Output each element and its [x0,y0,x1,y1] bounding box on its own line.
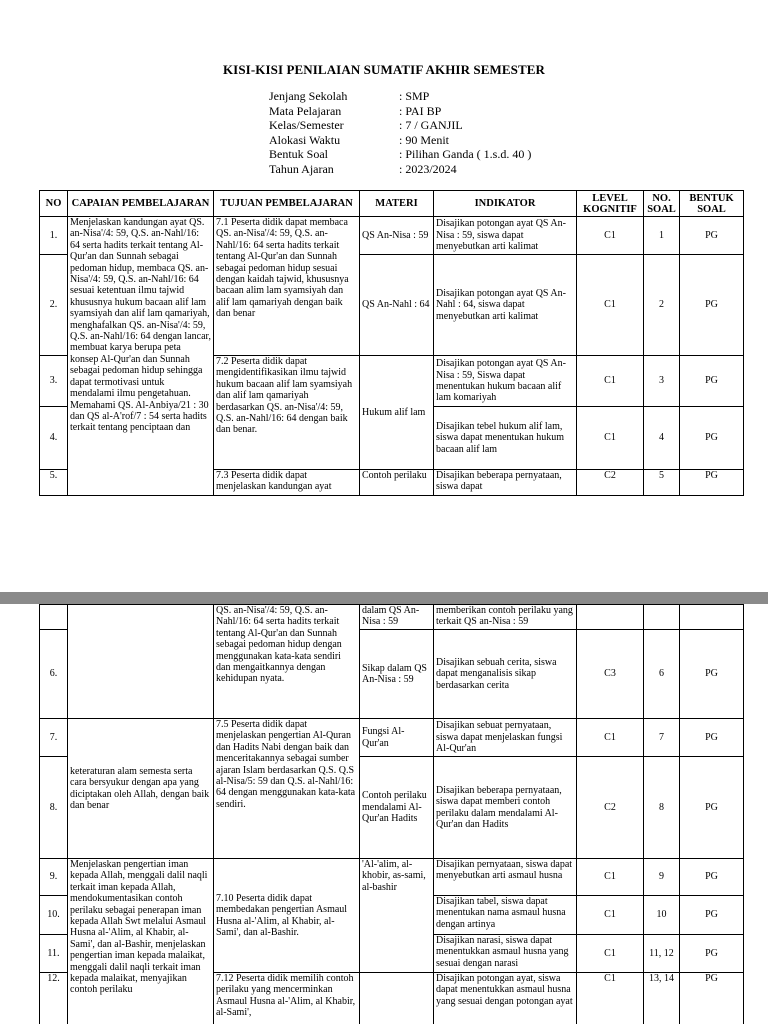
cell-bentuk: PG [680,407,744,470]
info-label: Kelas/Semester [269,118,344,133]
cell-no: 5. [40,470,68,496]
info-value: : 90 Menit [399,132,449,147]
cell-no: 12. [40,973,68,1024]
cell-no: 1. [40,217,68,255]
table-row [40,859,744,896]
tujuan-text: 7.10 Peserta didik dapat membedakan pengertian Asmaul Husna al-'Alim, al Khabir, al-Sami', dan al-Bashir. [216,892,348,938]
info-row [269,162,531,177]
info-row [269,104,531,119]
cell-no-soal: 13, 14 [644,973,680,1024]
cell-materi: Contoh perilaku [360,470,434,496]
cell-indikator: Disajikan beberapa pernyataan, siswa dapat memberi contoh perilaku dalam mendalami Al-Qur'an dan Hadits [434,757,577,859]
tujuan-text: 7.2 Peserta didik dapat mengidentifikasikan ilmu tajwid hukum bacaan alif lam syamsiyah dan alif lam qamariyah berdasarkan QS. an-Nisa'/4: 59, Q.S. an-Nahl/16: 64 dengan baik dan benar. [216,356,353,436]
cell-materi: Fungsi Al-Qur'an [360,719,434,757]
table-row [40,217,744,255]
cell-no: 9. [40,859,68,896]
cell-bentuk: PG [680,757,744,859]
page-title: KISI-KISI PENILAIAN SUMATIF AKHIR SEMESTER [222,62,546,77]
cell-capaian [68,859,214,1024]
cell-no: 6. [40,630,68,719]
cell-indikator: Disajikan pernyataan, siswa dapat menyebutkan arti asmaul husna [434,859,577,896]
cell-level: C1 [577,859,644,896]
cell-level: C2 [577,470,644,496]
info-label: Tahun Ajaran [269,161,334,176]
document-page-2 [0,604,768,1024]
cell-bentuk: PG [680,630,744,719]
cell-level: C1 [577,356,644,407]
info-label: Bentuk Soal [269,147,328,162]
cell-level: C1 [577,407,644,470]
table-header-row [40,191,744,217]
header-materi: MATERI [360,191,434,217]
kisi-kisi-table-continued [39,604,744,1024]
cell-no-soal: 9 [644,859,680,896]
cell-indikator: Disajikan potongan ayat, siswa dapat menentukkan asmaul husna yang sesuai dengan potongan ayat [434,973,577,1024]
info-value: : Pilihan Ganda ( 1.s.d. 40 ) [399,147,532,162]
cell-materi: QS An-Nisa : 59 [360,217,434,255]
cell-no: 7. [40,719,68,757]
tujuan-text: 7.3 Peserta didik dapat menjelaskan kandungan ayat [216,470,332,493]
cell-no: 4. [40,407,68,470]
tujuan-text: QS. an-Nisa'/4: 59, Q.S. an-Nahl/16: 64 serta hadits terkait tentang Al-Qur'an dan Sunnah sebagai pedoman hidup dengan menggunakan kata-kata sendiri dan mengaitkannya dengan kehidupan nyata. [216,605,342,685]
cell-bentuk: PG [680,217,744,255]
cell-indikator: Disajikan sebuat pernyataan, siswa dapat menjelaskan fungsi Al-Qur'an [434,719,577,757]
capaian-text: Menjelaskan kandungan ayat QS. an-Nisa'/4: 59, Q.S. an-Nahl/16: 64 serta hadits terkait tentang Al-Qur'an dan Sunnah sebagai pedoman hidup, membaca QS. an-Nisa'/4: 59, Q.S. an-Nahl/16: 64 sesuai ketentuan ilmu tajwid khususnya hukum bacaan alif lam syamsiyah dan alif lam qamariyah, menghafalkan QS. an-Nisa'/4: 59, Q.S. an-Nahl/16: 64 dengan lancar, membuat karya berupa peta konsep Al-Qur'an dan Sunnah sebagai pedoman hidup sehingga dapat termotivasi untuk mendalami ilmu pengetahuan. Memahami QS. Al-Anbiya/21 : 30 dan QS al-A'rof/7 : 54 serta hadits terkait tentang penciptaan dan [70,217,211,434]
cell-bentuk: PG [680,896,744,935]
cell-no: 10. [40,896,68,935]
cell-no-soal [644,605,680,630]
cell-tujuan [214,719,360,859]
cell-bentuk: PG [680,356,744,407]
header-capaian: CAPAIAN PEMBELAJARAN [68,191,214,217]
capaian-text: Menjelaskan pengertian iman kepada Allah, menggali dalil naqli terkait iman kepada Allah, mendokumentasikan contoh perilaku sebagai penerapan iman kepada Allah Swt melalui Asmaul Husna al-'Alim, al Khabir, al-Sami', dan al-Bashir, menjelaskan pengertian iman kepada malaikat, menggali dalil naqli terkait iman kepada malaikat, menyajikan contoh perilaku [70,859,208,996]
info-row [269,133,531,148]
info-row [269,89,531,104]
cell-level: C3 [577,630,644,719]
cell-bentuk: PG [680,470,744,496]
table-row [40,605,744,630]
info-value: : SMP [399,89,430,103]
cell-level: C1 [577,217,644,255]
cell-capaian [68,217,214,496]
info-row [269,118,531,133]
cell-materi: QS An-Nahl : 64 [360,255,434,356]
cell-no-soal: 4 [644,407,680,470]
cell-level: C2 [577,757,644,859]
header-no-soal: NO. SOAL [644,191,680,217]
cell-tujuan [214,973,360,1024]
cell-tujuan [214,859,360,973]
info-value: : 7 / GANJIL [399,118,463,133]
cell-bentuk: PG [680,719,744,757]
cell-no-soal: 8 [644,757,680,859]
header-tujuan: TUJUAN PEMBELAJARAN [214,191,360,217]
cell-tujuan [214,356,360,470]
cell-level: C1 [577,896,644,935]
cell-indikator: Disajikan narasi, siswa dapat menentukkan asmaul husna yang sesuai dengan narasi [434,935,577,973]
cell-no-soal: 1 [644,217,680,255]
cell-no-soal: 2 [644,255,680,356]
info-label: Alokasi Waktu [269,132,341,147]
cell-level [577,605,644,630]
tujuan-text: 7.1 Peserta didik dapat membaca QS. an-Nisa'/4: 59, Q.S. an-Nahl/16: 64 serta hadits terkait tentang Al-Qur'an dan Sunnah sebagai pedoman hidup sesuai dengan kaidah tajwid, khususnya bacaan alim lam syamsiyah dan alif lam qamariyah dengan baik dan benar [216,217,349,320]
cell-no: 11. [40,935,68,973]
cell-indikator: Disajikan tabel, siswa dapat menentukan nama asmaul husna dengan artinya [434,896,577,935]
cell-indikator: Disajikan tebel hukum alif lam, siswa dapat menentukan hukum bacaan alif lam [434,407,577,470]
header-level: LEVEL KOGNITIF [577,191,644,217]
header-no: NO [40,191,68,217]
cell-bentuk: PG [680,935,744,973]
cell-materi: Sikap dalam QS An-Nisa : 59 [360,630,434,719]
cell-capaian [68,719,214,859]
cell-no: 2. [40,255,68,356]
cell-level: C1 [577,255,644,356]
cell-materi: 'Al-'alim, al-khobir, as-sami, al-bashir [360,859,434,973]
cell-no-soal: 11, 12 [644,935,680,973]
tujuan-text: 7.12 Peserta didik memilih contoh perilaku yang mencerminkan Asmaul Husna al-'Alim, al Khabir, al-Sami', [216,973,356,1019]
cell-level: C1 [577,935,644,973]
table-row [40,719,744,757]
cell-materi: Contoh perilaku mendalami Al-Qur'an Hadits [360,757,434,859]
info-value: : 2023/2024 [399,161,457,176]
cell-bentuk: PG [680,255,744,356]
cell-tujuan [214,470,360,496]
cell-indikator: Disajikan potongan ayat QS An-Nahl : 64, siswa dapat menyebutkan arti kalimat [434,255,577,356]
header-indikator: INDIKATOR [434,191,577,217]
cell-bentuk: PG [680,973,744,1024]
cell-no-soal: 3 [644,356,680,407]
info-row [269,147,531,162]
header-bentuk: BENTUK SOAL [680,191,744,217]
tujuan-text: 7.5 Peserta didik dapat menjelaskan pengertian Al-Quran dan Hadits Nabi dengan baik dan menceritakannya sebagai sumber ajaran Islam berdasarkan Q.S. Q.S al-Nisa/5: 59 dan Q.S. al-Nahl/16: 64 dengan menggunakan kata-kata sendiri. [216,719,356,810]
cell-no-soal: 6 [644,630,680,719]
cell-no: 3. [40,356,68,407]
info-label: Jenjang Sekolah [269,89,348,103]
cell-indikator: Disajikan sebuah cerita, siswa dapat menganalisis sikap berdasarkan cerita [434,630,577,719]
cell-no [40,605,68,630]
document-info [269,89,531,177]
cell-level: C1 [577,719,644,757]
cell-level: C1 [577,973,644,1024]
cell-no-soal: 5 [644,470,680,496]
info-value: : PAI BP [399,103,442,118]
cell-indikator: Disajikan potongan ayat QS An-Nisa : 59, siswa dapat menyebutkan arti kalimat [434,217,577,255]
cell-no: 8. [40,757,68,859]
cell-indikator: Disajikan beberapa pernyataan, siswa dapat [434,470,577,496]
cell-bentuk: PG [680,859,744,896]
cell-no-soal: 10 [644,896,680,935]
info-label: Mata Pelajaran [269,103,342,118]
cell-indikator: memberikan contoh perilaku yang terkait QS an-Nisa : 59 [434,605,577,630]
cell-tujuan [214,217,360,356]
cell-materi: Hukum alif lam [360,356,434,470]
cell-capaian [68,605,214,719]
cell-no-soal: 7 [644,719,680,757]
cell-tujuan [214,605,360,719]
cell-bentuk [680,605,744,630]
cell-materi [360,973,434,1024]
cell-materi: dalam QS An-Nisa : 59 [360,605,434,630]
cell-indikator: Disajikan potongan ayat QS An-Nisa : 59, Siswa dapat menentukan hukum bacaan alif lam komariyah [434,356,577,407]
capaian-text: keteraturan alam semesta serta cara bersyukur dengan apa yang diciptakan oleh Allah, dengan baik dan benar [70,765,210,811]
kisi-kisi-table [39,190,744,496]
